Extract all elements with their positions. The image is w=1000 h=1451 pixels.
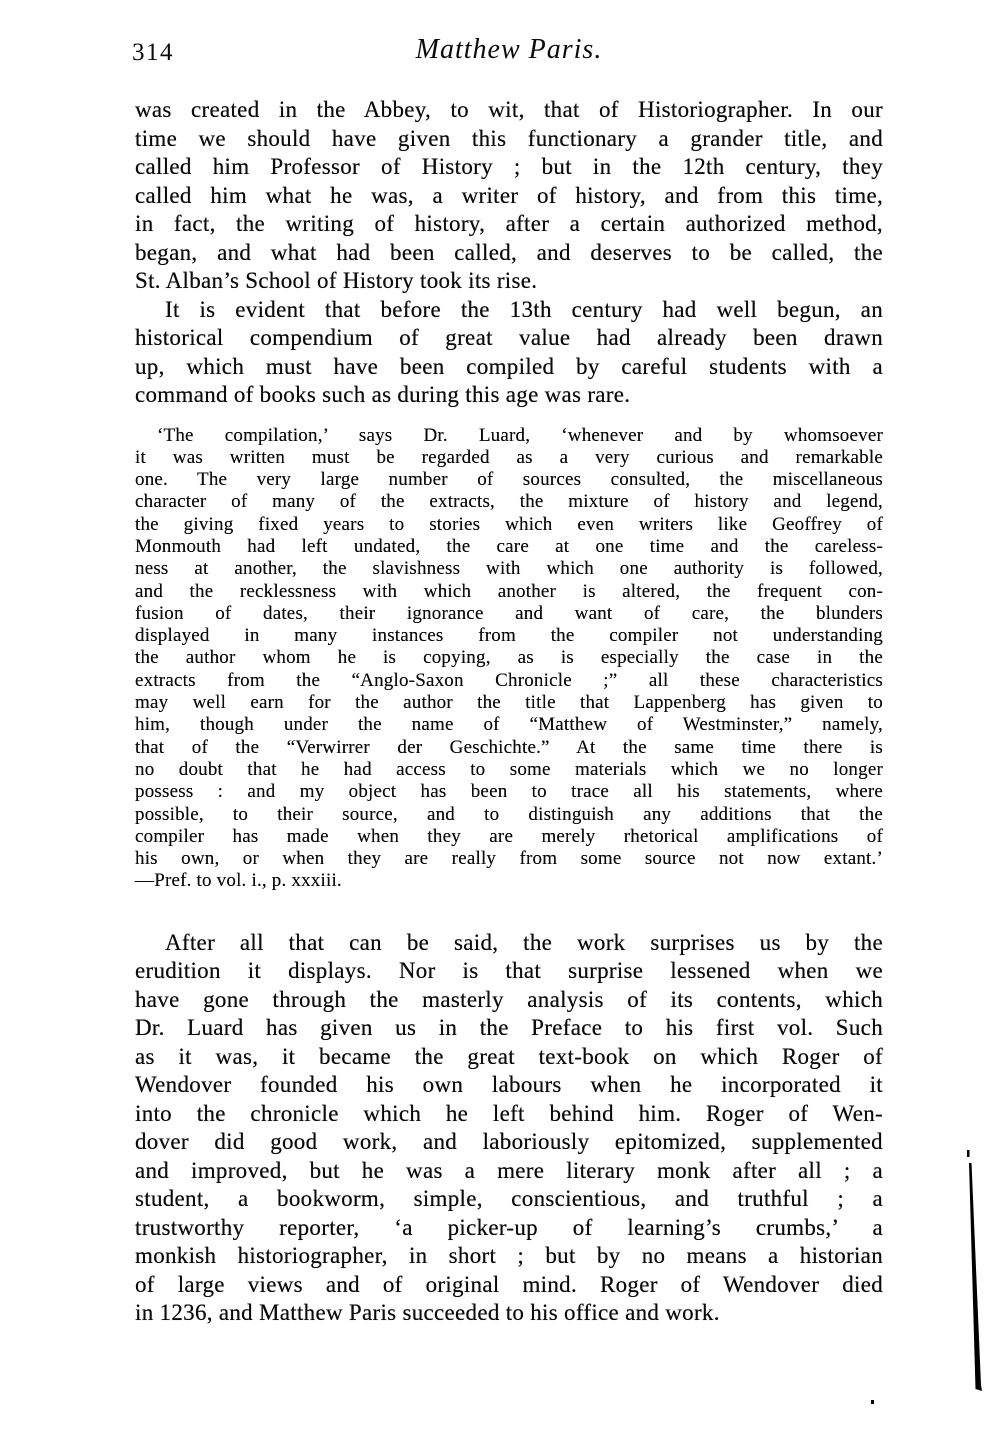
- text-line: command of books such as during this age was rare.: [135, 382, 631, 407]
- text-line: may well earn for the author the title that Lappenberg has given to: [135, 692, 883, 714]
- text-line: ‘The compilation,’ says Dr. Luard, ‘whenever and by whomsoever: [157, 424, 883, 446]
- running-title: Matthew Paris.: [415, 34, 603, 65]
- text-line: student, a bookworm, simple, conscientious, and truthful ; a: [135, 1186, 883, 1212]
- text-line: called him what he was, a writer of history, and from this time,: [135, 182, 883, 208]
- text-line: his own, or when they are really from some source not now extant.’: [135, 848, 883, 870]
- paragraph-after-all: [135, 929, 883, 1328]
- text-line: of large views and of original mind. Roger of Wendover died: [135, 1271, 883, 1297]
- text-line: the giving fixed years to stories which even writers like Geoffrey of: [135, 513, 883, 535]
- text-line: in 1236, and Matthew Paris succeeded to his office and work.: [135, 1300, 720, 1326]
- page-number: 314: [132, 39, 174, 66]
- text-line: ness at another, the slavishness with which one authority is followed,: [135, 558, 883, 580]
- text-line: began, and what had been called, and deserves to be called, the: [135, 239, 883, 265]
- text-line: was created in the Abbey, to wit, that of Historiographer. In our: [135, 97, 883, 122]
- block-quote-luard: [135, 425, 883, 893]
- text-line: possible, to their source, and to distinguish any additions that the: [135, 803, 883, 825]
- text-line: displayed in many instances from the compiler not understanding: [135, 625, 883, 647]
- text-line: After all that can be said, the work surprises us by the: [165, 929, 883, 955]
- text-line: trustworthy reporter, ‘a picker-up of learning’s crumbs,’ a: [135, 1214, 883, 1240]
- text-line: and the recklessness with which another is altered, the frequent con-: [135, 580, 883, 602]
- text-line: extracts from the “Anglo-Saxon Chronicle ;” all these characteristics: [135, 669, 883, 691]
- text-line: the author whom he is copying, as is especially the case in the: [135, 647, 883, 669]
- text-line: possess : and my object has been to trace all his statements, where: [135, 781, 883, 803]
- text-line: fusion of dates, their ignorance and want of care, the blunders: [135, 602, 883, 624]
- scan-speck: [967, 1150, 970, 1157]
- text-column: [132, 34, 883, 1328]
- text-line: into the chronicle which he left behind him. Roger of Wen-: [135, 1100, 883, 1126]
- text-line: Wendover founded his own labours when he incorporated it: [135, 1072, 883, 1098]
- text-line: as it was, it became the great text-book on which Roger of: [135, 1043, 883, 1069]
- text-line: no doubt that he had access to some materials which we no longer: [135, 758, 883, 780]
- text-line: St. Alban’s School of History took its rise.: [135, 268, 538, 293]
- text-line: up, which must have been compiled by careful students with a: [135, 353, 883, 379]
- paragraph-continuation: [135, 96, 883, 296]
- scan-speck: [871, 1400, 874, 1404]
- text-line: and improved, but he was a mere literary monk after all ; a: [135, 1157, 883, 1183]
- text-line: that of the “Verwirrer der Geschichte.” At the same time there is: [135, 736, 883, 758]
- text-line: compiler has made when they are merely rhetorical amplifications of: [135, 825, 883, 847]
- text-line: Monmouth had left undated, the care at one time and the careless-: [135, 535, 883, 557]
- text-line: historical compendium of great value had already been drawn: [135, 325, 883, 350]
- page-header: [132, 34, 883, 72]
- text-line: dover did good work, and laboriously epitomized, supplemented: [135, 1129, 883, 1155]
- text-line: have gone through the masterly analysis of its contents, which: [135, 986, 883, 1012]
- paragraph-compendium: [135, 296, 883, 410]
- text-line: him, though under the name of “Matthew of Westminster,” namely,: [135, 714, 883, 736]
- text-line: time we should have given this functionary a grander title, and: [135, 125, 883, 151]
- text-line: Dr. Luard has given us in the Preface to his first vol. Such: [135, 1015, 883, 1041]
- text-line: erudition it displays. Nor is that surprise lessened when we: [135, 958, 883, 984]
- text-line: it was written must be regarded as a very curious and remarkable: [135, 446, 883, 468]
- scan-artifact-edge-line: [969, 1163, 982, 1391]
- text-line: It is evident that before the 13th century had well begun, an: [165, 296, 883, 322]
- text-line: —Pref. to vol. i., p. xxxiii.: [135, 870, 342, 892]
- text-line: called him Professor of History ; but in the 12th century, they: [135, 154, 883, 179]
- text-line: one. The very large number of sources consulted, the miscellaneous: [135, 469, 883, 491]
- text-line: in fact, the writing of history, after a certain authorized method,: [135, 211, 883, 236]
- text-line: monkish historiographer, in short ; but by no means a historian: [135, 1243, 883, 1269]
- text-line: character of many of the extracts, the mixture of history and legend,: [135, 491, 883, 513]
